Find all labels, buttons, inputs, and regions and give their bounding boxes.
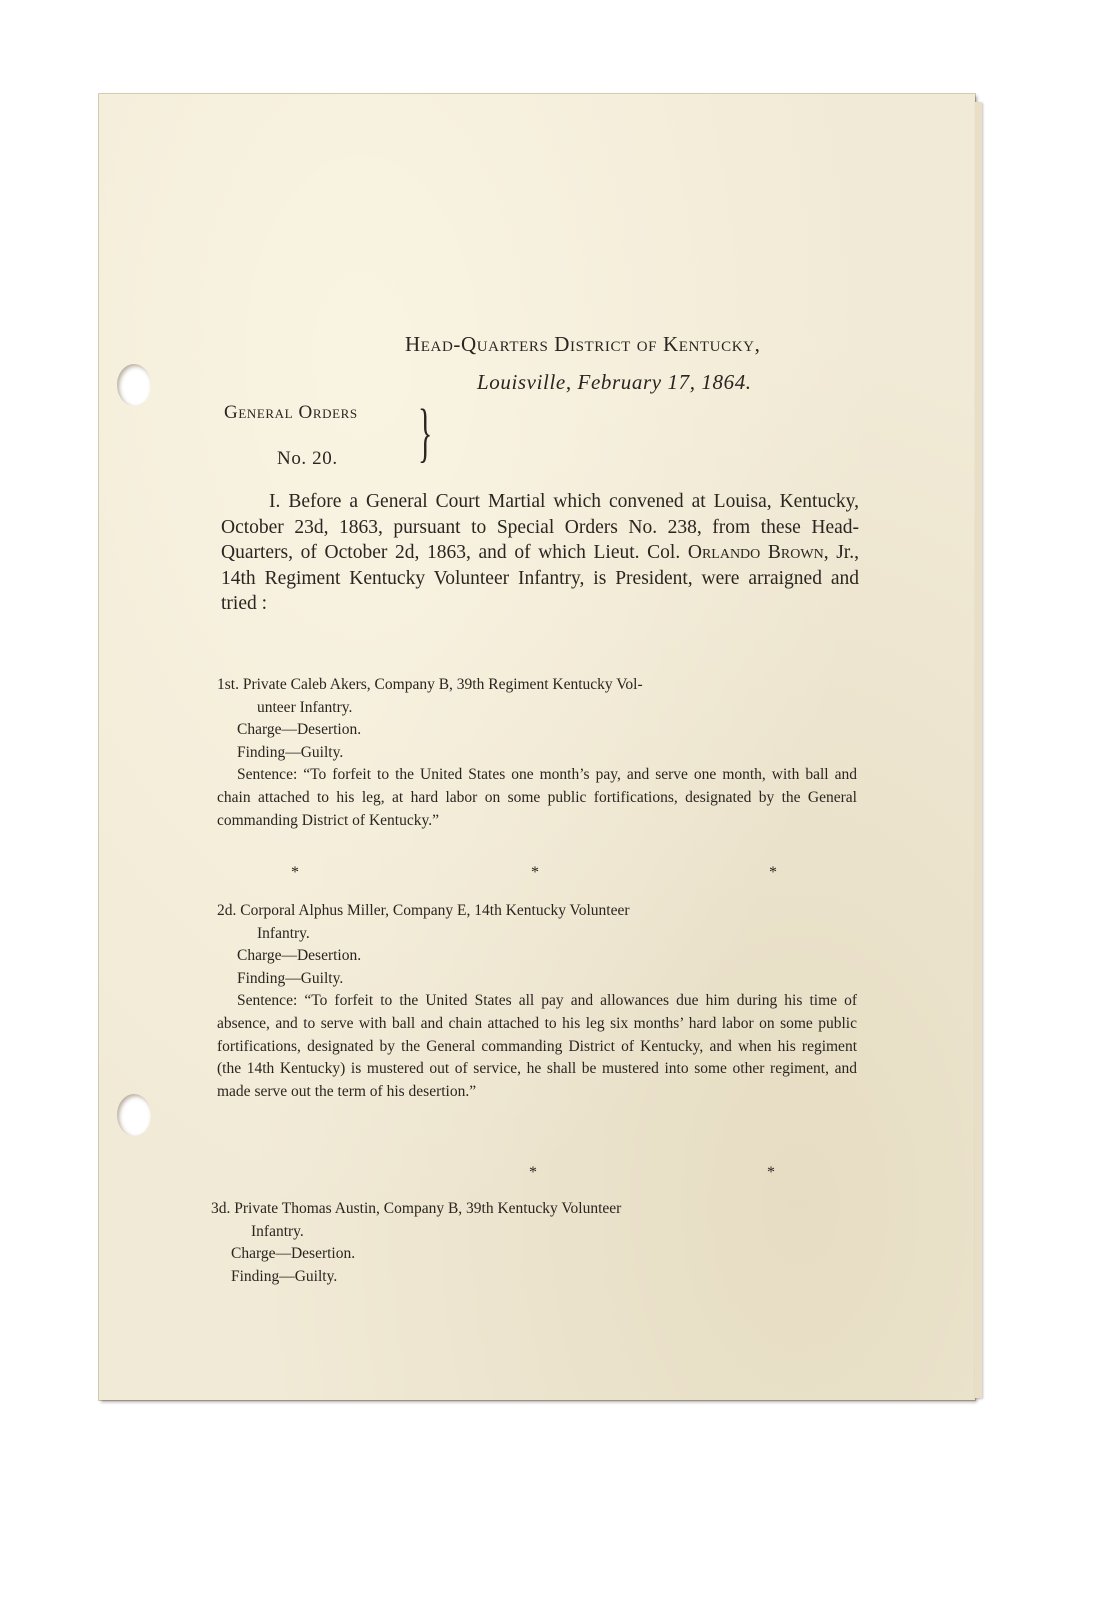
entry-2-finding: Finding—Guilty. bbox=[237, 969, 344, 987]
document-page bbox=[99, 94, 975, 1400]
entry-2-sentence: Sentence: “To forfeit to the United States all pay and allowances due him during his time of absence, and to serve with ball and chain attached to his leg six months’ hard labor on some public fortifications, designated by the General commanding District of Kentucky, and when his regiment (the 14th Kentucky) is mustered out of service, he shall be mustered into some other regiment, and made serve out the term of his desertion.” bbox=[217, 992, 857, 1100]
separator-star: * bbox=[531, 864, 539, 881]
brace-glyph: } bbox=[418, 396, 433, 469]
intro-paragraph bbox=[221, 489, 859, 617]
entry-1-charge: Charge—Desertion. bbox=[237, 721, 362, 739]
punch-hole-top bbox=[117, 364, 151, 406]
entry-3-lead: 3d. Private Thomas Austin, Company B, 39th Kentucky Volunteer bbox=[211, 1200, 622, 1217]
separator-star: * bbox=[291, 864, 299, 881]
entry-1-cont: unteer Infantry. bbox=[257, 698, 353, 716]
entry-1-finding: Finding—Guilty. bbox=[237, 743, 344, 761]
entry-1-sentence: Sentence: “To forfeit to the United States one month’s pay, and serve one month, with ball and chain attached to his leg, at hard labor on some public fortifications, designated by the General commanding District of Kentucky.” bbox=[217, 766, 857, 829]
separator-star: * bbox=[769, 864, 777, 881]
punch-hole-bottom bbox=[117, 1094, 151, 1136]
bleed-through-texture bbox=[861, 274, 1051, 1354]
intro-text-after: , Jr., 14th Regiment Kentucky Volunteer Infantry, is President, were arraigned and tried : bbox=[221, 542, 859, 614]
entry-3-charge: Charge—Desertion. bbox=[231, 1245, 356, 1263]
entry-3-finding: Finding—Guilty. bbox=[231, 1267, 338, 1285]
order-number: No. 20. bbox=[277, 448, 338, 469]
date-line: Louisville, February 17, 1864. bbox=[477, 370, 752, 394]
separator-star: * bbox=[529, 1164, 537, 1181]
entry-3-cont: Infantry. bbox=[251, 1222, 304, 1240]
general-orders-label: General Orders bbox=[224, 402, 358, 423]
location-date bbox=[477, 370, 752, 395]
separator-star: * bbox=[767, 1164, 775, 1181]
entry-1-lead: 1st. Private Caleb Akers, Company B, 39th Regiment Kentucky Vol- bbox=[217, 676, 643, 693]
entry-1 bbox=[217, 674, 857, 832]
entry-2-charge: Charge—Desertion. bbox=[237, 947, 362, 965]
entry-2-cont: Infantry. bbox=[257, 924, 310, 942]
entry-2 bbox=[217, 900, 857, 1103]
entry-2-lead: 2d. Corporal Alphus Miller, Company E, 14th Kentucky Volunteer bbox=[217, 902, 630, 919]
headquarters-heading: Head-Quarters District of Kentucky, bbox=[405, 332, 761, 356]
entry-3 bbox=[211, 1198, 851, 1288]
president-name: Orlando Brown bbox=[687, 542, 824, 563]
intro-text: I. Before a General Court Martial which convened at Louisa, Kentucky, October 23d, 1863, pursuant to Special Orders No. 238, from these Head-Quarters, of October 2d, 1863, and of which Lieut. Col. bbox=[221, 491, 859, 563]
